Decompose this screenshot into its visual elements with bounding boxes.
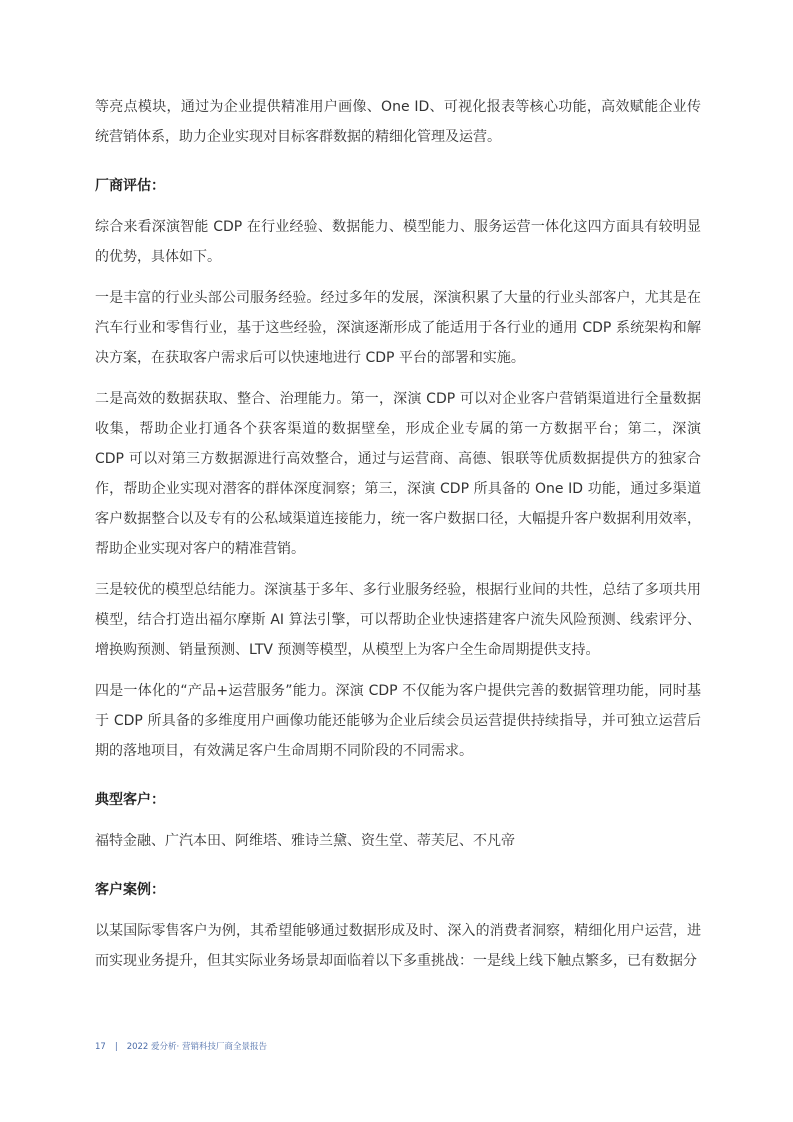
report-title: 2022 爱分析· 营销科技厂商全景报告	[126, 1042, 267, 1052]
intro-paragraph: 等亮点模块，通过为企业提供精准用户画像、One ID、可视化报表等核心功能，高效赋能企业传统营销体系，助力企业实现对目标客群数据的精细化管理及运营。	[95, 99, 701, 145]
customer-case-text: 以某国际零售客户为例，其希望能够通过数据形成及时、深入的消费者洞察，精细化用户运营，进而实现业务提升，但其实际业务场景却面临着以下多重挑战：一是线上线下触点繁多，已有数据分	[95, 923, 701, 969]
evaluation-point-3: 三是较优的模型总结能力。深演基于多年、多行业服务经验，根据行业间的共性，总结了多项共用模型，结合打造出福尔摩斯 AI 算法引擎，可以帮助企业快速搭建客户流失风险预测、线索评分、增换购预测、销量预测、LTV 预测等模型，从模型上为客户全生命周期提供支持。	[95, 582, 701, 658]
evaluation-point-4: 四是一体化的“产品+运营服务”能力。深演 CDP 不仅能为客户提供完善的数据管理功能，同时基于 CDP 所具备的多维度用户画像功能还能够为企业后续会员运营提供持续指导，并可独立运营后期的落地项目，有效满足客户生命周期不同阶段的不同需求。	[95, 683, 701, 759]
page-number: 17	[95, 1042, 106, 1052]
footer-separator: |	[114, 1042, 118, 1052]
typical-customers-heading: 典型客户：	[95, 792, 165, 808]
customer-case-heading: 客户案例：	[95, 882, 165, 898]
page-footer	[95, 1040, 267, 1052]
vendor-evaluation-heading: 厂商评估：	[95, 178, 165, 194]
typical-customers-list: 福特金融、广汽本田、阿维塔、雅诗兰黛、资生堂、蒂芙尼、不凡帝	[95, 833, 515, 849]
vendor-evaluation-summary: 综合来看深演智能 CDP 在行业经验、数据能力、模型能力、服务运营一体化这四方面具有较明显的优势，具体如下。	[95, 219, 701, 265]
evaluation-point-2: 二是高效的数据获取、整合、治理能力。第一，深演 CDP 可以对企业客户营销渠道进行全量数据收集，帮助企业打通各个获客渠道的数据壁垒，形成企业专属的第一方数据平台；第二，深演 CDP 可以对第三方数据源进行高效整合，通过与运营商、高德、银联等优质数据提供方的独家合作，帮助企业实现对潜客的群体深度洞察；第三，深演 CDP 所具备的 One ID 功能，通过多渠道客户数据整合以及专有的公私域渠道连接能力，统一客户数据口径，大幅提升客户数据利用效率，帮助企业实现对客户的精准营销。	[95, 391, 701, 557]
evaluation-point-1: 一是丰富的行业头部公司服务经验。经过多年的发展，深演积累了大量的行业头部客户，尤其是在汽车行业和零售行业，基于这些经验，深演逐渐形成了能适用于各行业的通用 CDP 系统架构和解决方案，在获取客户需求后可以快速地进行 CDP 平台的部署和实施。	[95, 290, 701, 366]
document-body	[95, 92, 701, 976]
